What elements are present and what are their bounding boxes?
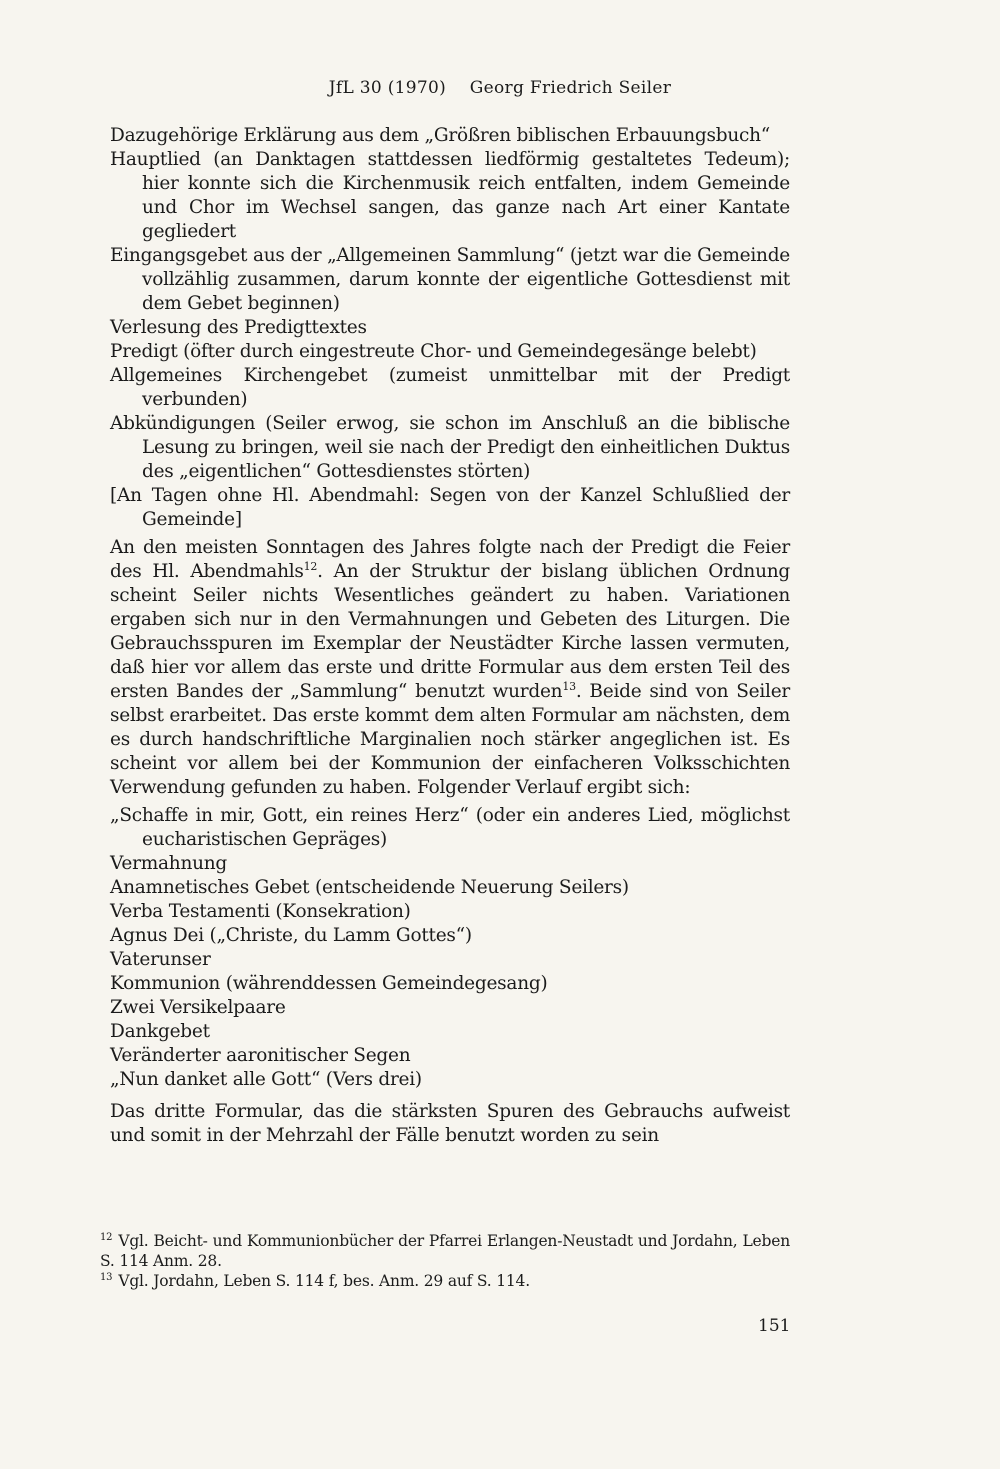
list-item: Agnus Dei („Christe, du Lamm Gottes“): [110, 925, 472, 946]
list-item: Vermahnung: [110, 853, 228, 874]
footnote-number: 13: [100, 1271, 113, 1283]
footnote-text: Vgl. Jordahn, Leben S. 114 f, bes. Anm. 29 auf S. 114.: [118, 1272, 530, 1290]
list-item: [An Tagen ohne Hl. Abendmahl: Segen von der Kanzel Schlußlied der Gemeinde]: [110, 485, 790, 530]
body-paragraph: Das dritte Formular, das die stärksten Spuren des Gebrauchs aufweist und somit in der Mehrzahl der Fälle benutzt worden zu sein: [110, 1101, 790, 1146]
list-item: Kommunion (währenddessen Gemeindegesang): [110, 973, 548, 994]
paragraph-text: . Beide sind von Seiler selbst erarbeitet. Das erste kommt dem alten Formular am nächsten, dem es durch handschriftliche Marginalien noch stärker angeglichen ist. Es scheint vor allem bei der Kommunion der einfacheren Volksschichten Verwendung gefunden zu haben. Folgender Verlauf ergibt sich:: [110, 681, 790, 798]
page-number: 151: [758, 1316, 791, 1336]
footnote-ref-13: 13: [562, 679, 576, 693]
main-text: [110, 124, 790, 1148]
paragraph-text: . An der Struktur der bislang üblichen Ordnung scheint Seiler nichts Wesentliches geändert zu haben. Variationen ergaben sich nur in den Vermahnungen und Gebeten des Liturgen. Die Gebrauchsspuren im Exemplar der Neustädter Kirche lassen vermuten, daß hier vor allem das erste und dritte Formular aus dem ersten Teil des ersten Bandes der „Sammlung“ benutzt wurden: [110, 561, 790, 702]
footnotes: [100, 1231, 790, 1291]
list-item: „Schaffe in mir, Gott, ein reines Herz“ (oder ein anderes Lied, möglichst eucharistischen Gepräges): [110, 805, 790, 850]
liturgy-order-list: [110, 124, 790, 532]
list-item: Vaterunser: [110, 949, 211, 970]
footnote-13: [100, 1271, 790, 1291]
list-item: Verba Testamenti (Konsekration): [110, 901, 411, 922]
list-item: Predigt (öfter durch eingestreute Chor- und Gemeindegesänge belebt): [110, 341, 757, 362]
list-item: Anamnetisches Gebet (entscheidende Neuerung Seilers): [110, 877, 629, 898]
footnote-ref-12: 12: [303, 559, 318, 573]
list-item: Allgemeines Kirchengebet (zumeist unmittelbar mit der Predigt verbunden): [110, 365, 790, 410]
footnote-text: Vgl. Beicht- und Kommunionbücher der Pfarrei Erlangen-Neustadt und Jordahn, Leben S. 114 Anm. 28.: [100, 1232, 790, 1270]
running-header: [0, 78, 1000, 98]
list-item: Abkündigungen (Seiler erwog, sie schon im Anschluß an die biblische Lesung zu bringen, weil sie nach der Predigt den einheitlichen Duktus des „eigentlichen“ Gottesdienstes störten): [110, 413, 790, 482]
journal-reference: JfL 30 (1970): [328, 78, 447, 98]
list-item: Dankgebet: [110, 1021, 210, 1042]
footnote-number: 12: [100, 1231, 113, 1243]
footnote-12: [100, 1231, 790, 1271]
list-item: Dazugehörige Erklärung aus dem „Größren biblischen Erbauungsbuch“: [110, 125, 771, 146]
list-item: Eingangsgebet aus der „Allgemeinen Sammlung“ (jetzt war die Gemeinde vollzählig zusammen, darum konnte der eigentliche Gottesdienst mit dem Gebet beginnen): [110, 245, 790, 314]
body-paragraph: [110, 536, 790, 800]
list-item: „Nun danket alle Gott“ (Vers drei): [110, 1069, 422, 1090]
communion-order-list: [110, 804, 790, 1092]
list-item: Zwei Versikelpaare: [110, 997, 286, 1018]
list-item: Veränderter aaronitischer Segen: [110, 1045, 411, 1066]
list-item: Hauptlied (an Danktagen stattdessen liedförmig gestaltetes Tedeum); hier konnte sich die Kirchenmusik reich entfalten, indem Gemeinde und Chor im Wechsel sangen, das ganze nach Art einer Kantate gegliedert: [110, 149, 790, 242]
header-author: Georg Friedrich Seiler: [469, 78, 672, 98]
paragraph-text: An den meisten Sonntagen des Jahres folgte nach der Predigt die Feier des Hl. Abendmahls: [110, 537, 790, 582]
list-item: Verlesung des Predigttextes: [110, 317, 367, 338]
